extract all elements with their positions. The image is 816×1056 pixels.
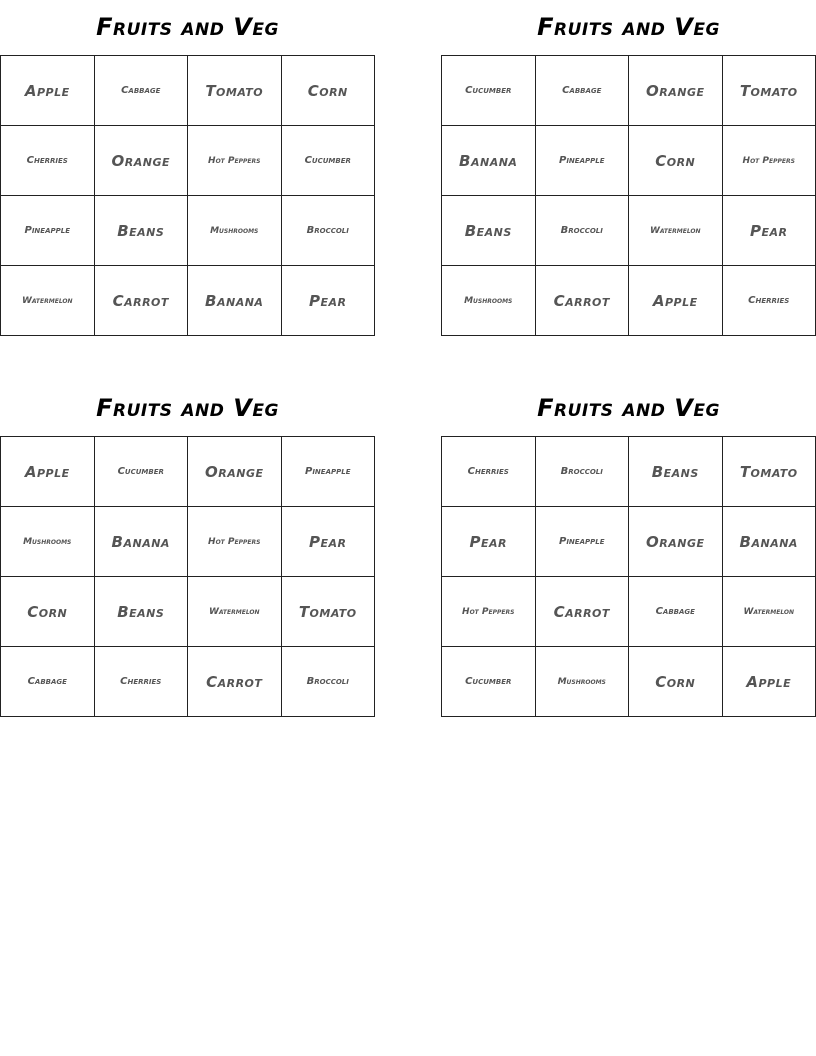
bingo-grid [441, 55, 816, 336]
grid-cell: Cherries [95, 647, 189, 717]
grid-cell: Cabbage [1, 647, 95, 717]
grid-cell: Hot Peppers [723, 126, 816, 196]
grid-cell: Carrot [188, 647, 282, 717]
grid-cell: Watermelon [629, 196, 723, 266]
grid-cell: Cherries [723, 266, 816, 336]
grid-cell: Beans [95, 196, 189, 266]
grid-cell: Pineapple [1, 196, 95, 266]
grid-cell: Mushrooms [1, 507, 95, 577]
grid-cell: Carrot [536, 266, 630, 336]
grid-cell: Cucumber [442, 647, 536, 717]
grid-cell: Beans [442, 196, 536, 266]
grid-cell: Corn [282, 56, 376, 126]
grid-cell: Pineapple [536, 507, 630, 577]
grid-cell: Orange [629, 507, 723, 577]
grid-cell: Broccoli [536, 196, 630, 266]
grid-cell: Carrot [95, 266, 189, 336]
grid-cell: Corn [629, 647, 723, 717]
bingo-card-2 [441, 0, 816, 336]
grid-cell: Watermelon [1, 266, 95, 336]
grid-cell: Beans [629, 437, 723, 507]
grid-cell: Tomato [723, 56, 816, 126]
grid-cell: Cabbage [95, 56, 189, 126]
grid-cell: Watermelon [188, 577, 282, 647]
grid-cell: Tomato [188, 56, 282, 126]
card-title: Fruits and Veg [537, 13, 720, 41]
grid-cell: Cabbage [629, 577, 723, 647]
grid-cell: Pear [282, 507, 376, 577]
bingo-card-4 [441, 381, 816, 717]
grid-cell: Pear [723, 196, 816, 266]
grid-cell: Tomato [723, 437, 816, 507]
grid-cell: Banana [723, 507, 816, 577]
grid-cell: Apple [1, 437, 95, 507]
grid-cell: Cherries [1, 126, 95, 196]
grid-cell: Apple [723, 647, 816, 717]
grid-cell: Tomato [282, 577, 376, 647]
grid-cell: Cabbage [536, 56, 630, 126]
grid-cell: Apple [629, 266, 723, 336]
card-title: Fruits and Veg [96, 13, 279, 41]
bingo-grid [0, 55, 375, 336]
card-title: Fruits and Veg [537, 394, 720, 422]
grid-cell: Broccoli [536, 437, 630, 507]
grid-cell: Apple [1, 56, 95, 126]
grid-cell: Cucumber [442, 56, 536, 126]
grid-cell: Watermelon [723, 577, 816, 647]
grid-cell: Corn [1, 577, 95, 647]
grid-cell: Banana [95, 507, 189, 577]
grid-cell: Orange [188, 437, 282, 507]
grid-cell: Mushrooms [536, 647, 630, 717]
grid-cell: Cucumber [95, 437, 189, 507]
grid-cell: Pineapple [282, 437, 376, 507]
bingo-card-1 [0, 0, 375, 336]
grid-cell: Mushrooms [442, 266, 536, 336]
grid-cell: Cherries [442, 437, 536, 507]
grid-cell: Banana [442, 126, 536, 196]
bingo-grid [0, 436, 375, 717]
grid-cell: Broccoli [282, 196, 376, 266]
grid-cell: Broccoli [282, 647, 376, 717]
grid-cell: Pear [282, 266, 376, 336]
grid-cell: Orange [95, 126, 189, 196]
grid-cell: Hot Peppers [188, 126, 282, 196]
grid-cell: Hot Peppers [188, 507, 282, 577]
grid-cell: Hot Peppers [442, 577, 536, 647]
grid-cell: Corn [629, 126, 723, 196]
grid-cell: Carrot [536, 577, 630, 647]
bingo-grid [441, 436, 816, 717]
grid-cell: Pear [442, 507, 536, 577]
grid-cell: Banana [188, 266, 282, 336]
grid-cell: Mushrooms [188, 196, 282, 266]
grid-cell: Orange [629, 56, 723, 126]
grid-cell: Beans [95, 577, 189, 647]
grid-cell: Cucumber [282, 126, 376, 196]
grid-cell: Pineapple [536, 126, 630, 196]
bingo-card-3 [0, 381, 375, 717]
card-title: Fruits and Veg [96, 394, 279, 422]
